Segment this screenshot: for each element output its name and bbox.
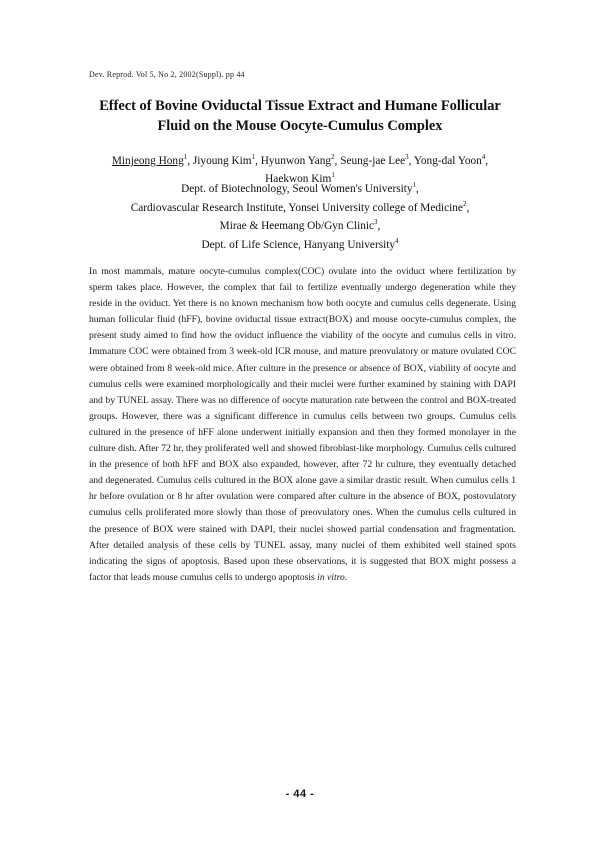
author-name: Haekwon Kim — [265, 173, 332, 185]
affiliation-mark: 1 — [412, 181, 417, 190]
affiliation-mark: 3 — [374, 218, 378, 227]
author-name: Jiyoung Kim — [192, 155, 252, 167]
abstract-text: In most mammals, mature oocyte-cumulus complex(COC) ovulate into the oviduct where fertilization by sperm takes place. However, the complex that fail to fertilize eventually undergo degeneration while they reside in the oviduct. Yet there is no known mechanism how both oocyte and cumulus cells degenerate. Using human follicular fluid (hFF), bovine oviductal tissue extract(BOX) and mouse oocyte-cumulus complex, the present study aimed to find how the oviduct influence the viability of the oocyte and cumulus cells in vitro. Immature COC were obtained from 3 week-old ICR mouse, and mature preovulatory or mature ovulated COC were obtained from 8 week-old mice. After culture in the presence or absence of BOX, viability of oocyte and cumulus cells were examined morphologically and their nuclei were further examined by staining with DAPI and by TUNEL assay. There was no difference of oocyte maturation rate between the control and BOX-treated groups. However, there was a significant difference in cumulus cells between two groups. Cumulus cells cultured in the presence of hFF alone underwent initially expansion and then they formed monolayer in the culture dish. After 72 hr, they proliferated well and showed fibroblast-like morphology. Cumulus cells cultured in the presence of both hFF and BOX also expanded, however, after 72 hr culture, they eventually detached and degenerated. Cumulus cells cultured in the BOX alone gave a similar drastic result. When cumulus cells 1 hr before ovulation or 8 hr after ovulation were compared after culture in the absence of BOX, postovulatory cumulus cells proliferated more slowly than those of preovulatory ones. When the cumulus cells cultured in the presence of BOX were stained with DAPI, their nuclei showed partial condensation and fragmentation. After detailed analysis of these cells by TUNEL assay, many nuclei of them exhibited well stained spots indicating the signs of apoptosis. Based upon these observations, it is suggested that BOX might possess a factor that leads mouse cumulus cells to undergo apoptosis — [89, 266, 516, 583]
title-line-2: Fluid on the Mouse Oocyte-Cumulus Complex — [157, 118, 443, 134]
affiliation-text: Mirae & Heemang Ob/Gyn Clinic — [219, 220, 375, 232]
affiliation-line — [60, 236, 540, 255]
affiliation-list — [60, 180, 540, 254]
author-name: Minjeong Hong — [111, 155, 184, 167]
title-line-1: Effect of Bovine Oviductal Tissue Extract and Humane Follicular — [99, 98, 501, 114]
affiliation-line: Mirae & Heemang Ob/Gyn Clinic$^3$, — [219, 218, 381, 232]
paper-title — [40, 96, 560, 136]
author-name: Seung-jae Lee — [340, 155, 406, 167]
author-name: Hyunwon Yang — [260, 155, 332, 167]
author-affil-mark: 3 — [405, 153, 409, 162]
author-affil-mark: 1 — [251, 153, 256, 162]
affiliation-text: Dept. of Life Science, Hanyang University — [201, 238, 396, 251]
abstract-body — [89, 264, 516, 586]
author-affil-mark: 2 — [331, 153, 335, 162]
abstract-final-period: . — [344, 571, 348, 583]
page-number: - 44 - — [285, 788, 315, 800]
affiliation-mark: 2 — [462, 199, 467, 208]
affiliation-text: Dept. of Biotechnology, Seoul Women's University — [181, 183, 413, 195]
author-affil-mark: 1 — [331, 171, 335, 180]
journal-reference: Dev. Reprod. Vol 5, No 2, 2002(Suppl). pp 44 — [89, 70, 245, 79]
affiliation-mark: 4 — [395, 236, 399, 245]
author-affil-mark: 4 — [481, 153, 486, 162]
affiliation-line: Cardiovascular Research Institute, Yonsei University college of Medicine$^2$, — [130, 199, 470, 214]
author-name: Yong-dal Yoon — [413, 155, 482, 167]
affiliation-line: Dept. of Biotechnology, Seoul Women's University$^1$, — [181, 181, 419, 195]
author-line-1: Minjeong Hong$^1$, Jiyoung Kim$^1$, Hyunwon Yang$^2$, Seung-jae Lee$^3$, Yong-dal Yoon$^4$, — [111, 153, 489, 167]
author-affil-mark: 1 — [183, 153, 188, 162]
abstract-italic-phrase: in vitro — [317, 571, 345, 583]
affiliation-text: Cardiovascular Research Institute, Yonsei University college of Medicine — [130, 201, 463, 214]
